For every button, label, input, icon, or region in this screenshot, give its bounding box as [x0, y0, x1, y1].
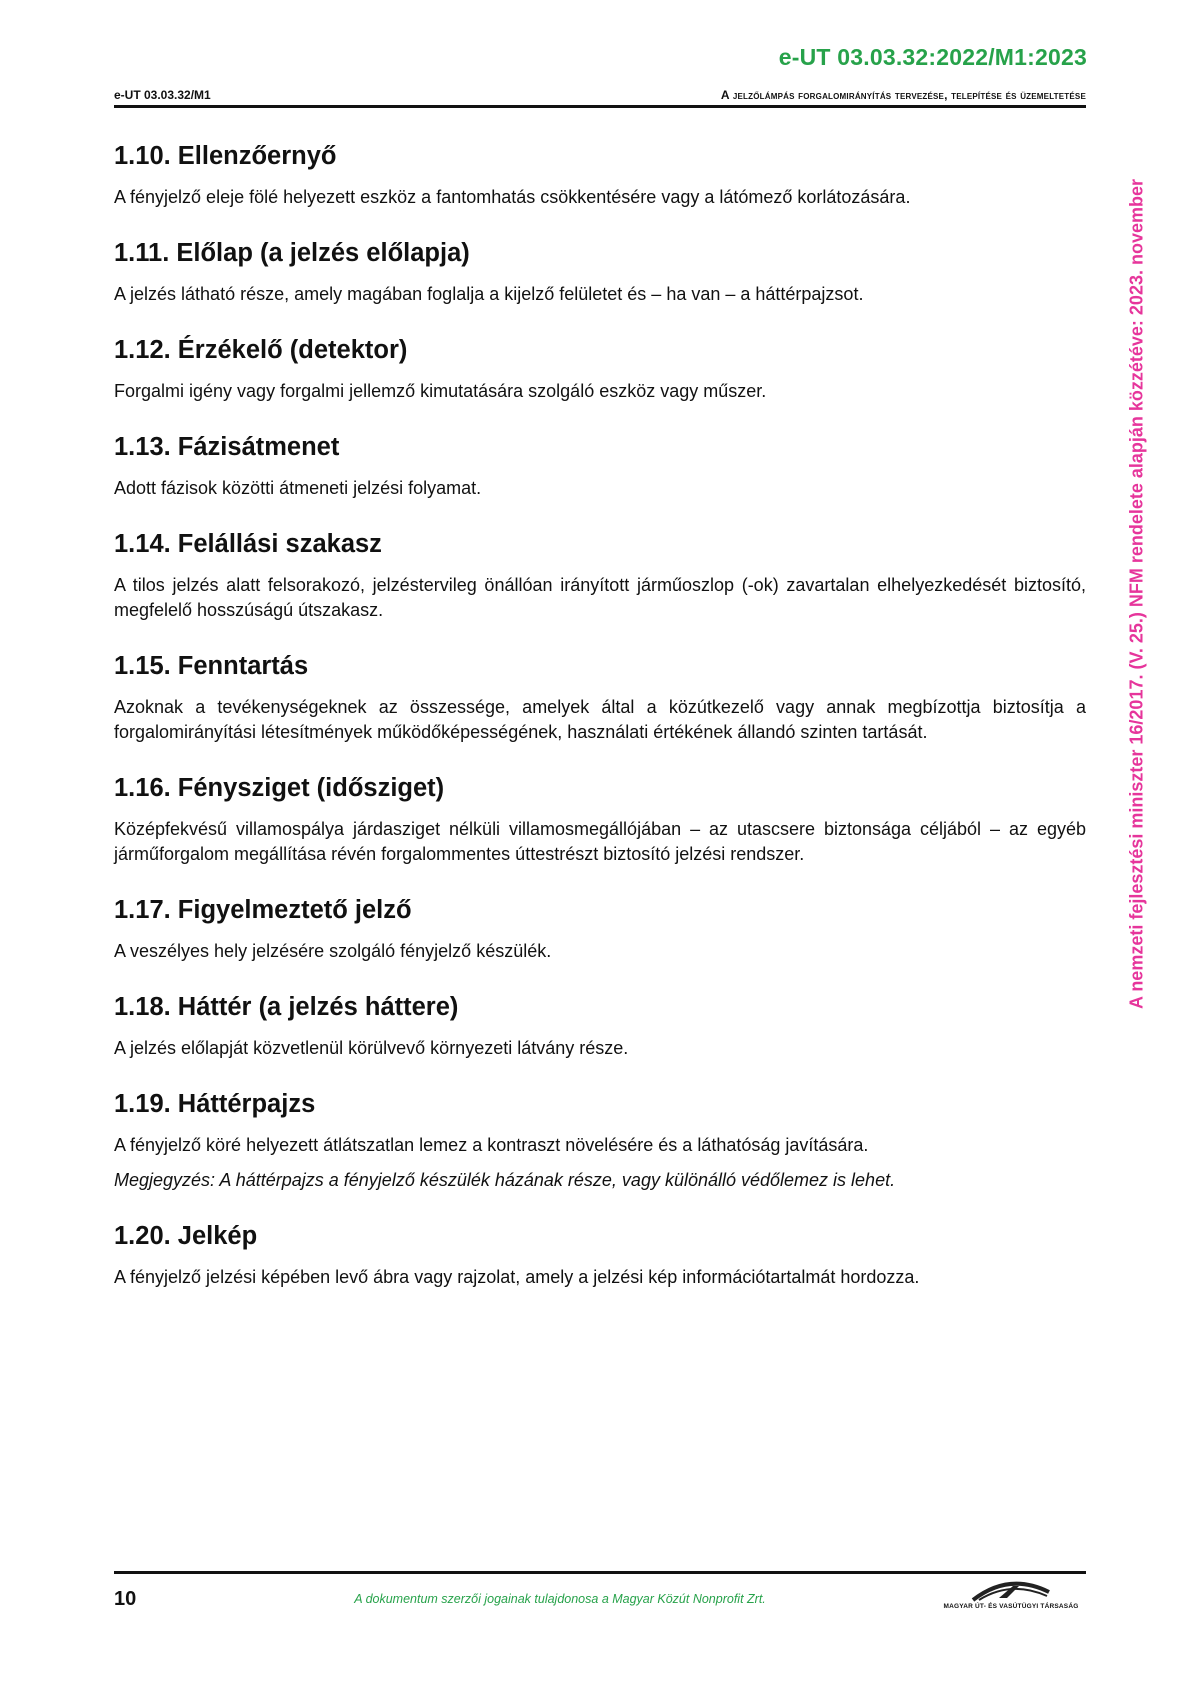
footer-rule: [114, 1571, 1086, 1574]
section-text: A tilos jelzés alatt felsorakozó, jelzéstervileg önállóan irányított járműoszlop (-ok) zavartalan elhelyezkedését biztosító, megfelelő hosszúságú útszakasz.: [114, 575, 1086, 620]
definitions-content: [114, 140, 1086, 1317]
section-heading: 1.13. Fázisátmenet: [114, 433, 340, 461]
section-heading: 1.10. Ellenzőernyő: [114, 142, 337, 170]
section-heading: 1.16. Fénysziget (idősziget): [114, 774, 445, 802]
section-heading: 1.19. Háttérpajzs: [114, 1090, 316, 1118]
section-1-18: [114, 991, 1086, 1061]
section-1-14: [114, 528, 1086, 623]
section-text: A jelzés előlapját közvetlenül körülvevő környezeti látvány része.: [114, 1038, 629, 1058]
copyright-notice: A dokumentum szerzői jogainak tulajdonosa a Magyar Közút Nonprofit Zrt.: [354, 1592, 766, 1606]
section-heading: 1.14. Felállási szakasz: [114, 530, 382, 558]
header-left-code: e-UT 03.03.32/M1: [114, 88, 211, 102]
section-heading: 1.15. Fenntartás: [114, 652, 309, 680]
section-1-13: [114, 431, 1086, 501]
society-logo: [935, 1578, 1087, 1618]
section-heading: 1.20. Jelkép: [114, 1222, 258, 1250]
section-note: Megjegyzés: A háttérpajzs a fényjelző készülék házának része, vagy különálló védőlemez is lehet.: [114, 1170, 896, 1190]
section-1-15: [114, 650, 1086, 745]
section-1-12: [114, 334, 1086, 404]
section-text: Azoknak a tevékenységeknek az összessége, amelyek által a közútkezelő vagy annak megbízottja biztosítja a forgalomirányítási létesítmények működőképességének, használati értékének állandó szinten tartását.: [114, 697, 1086, 742]
section-heading: 1.18. Háttér (a jelzés háttere): [114, 993, 459, 1021]
section-text: Középfekvésű villamospálya járdasziget nélküli villamosmegállójában – az utascsere biztonsága céljából – az egyéb járműforgalom megállítása révén forgalommentes úttestrészt biztosító jelzési rendszer.: [114, 819, 1086, 864]
header-title: A jelzőlámpás forgalomirányítás tervezése, telepítése és üzemeltetése: [720, 88, 1086, 102]
road-arc-logo-icon: [969, 1578, 1053, 1602]
section-heading: 1.12. Érzékelő (detektor): [114, 336, 408, 364]
page-number: 10: [114, 1588, 137, 1610]
logo-text: MAGYAR ÚT- ÉS VASÚTÜGYI TÁRSASÁG: [943, 1603, 1079, 1610]
section-text: A fényjelző köré helyezett átlátszatlan lemez a kontraszt növelésére és a láthatóság javítására.: [114, 1135, 869, 1155]
section-heading: 1.17. Figyelmeztető jelző: [114, 896, 412, 924]
section-text: A fényjelző eleje fölé helyezett eszköz a fantomhatás csökkentésére vagy a látómező korlátozására.: [114, 187, 911, 207]
section-1-17: [114, 894, 1086, 964]
section-text: Adott fázisok közötti átmeneti jelzési folyamat.: [114, 478, 482, 498]
section-1-11: [114, 237, 1086, 307]
section-text: A fényjelző jelzési képében levő ábra vagy rajzolat, amely a jelzési kép információtartalmát hordozza.: [114, 1267, 920, 1287]
section-text: Forgalmi igény vagy forgalmi jellemző kimutatására szolgáló eszköz vagy műszer.: [114, 381, 767, 401]
section-1-19: [114, 1088, 1086, 1193]
section-1-10: [114, 140, 1086, 210]
publication-side-note: A nemzeti fejlesztési miniszter 16/2017. (V. 25.) NFM rendelete alapján közzétéve: 2023. november: [1126, 179, 1147, 1010]
running-header: [114, 88, 1086, 108]
section-text: A veszélyes hely jelzésére szolgáló fényjelző készülék.: [114, 941, 552, 961]
section-heading: 1.11. Előlap (a jelzés előlapja): [114, 239, 470, 267]
document-code: e-UT 03.03.32:2022/M1:2023: [778, 44, 1087, 70]
section-text: A jelzés látható része, amely magában foglalja a kijelző felületet és – ha van – a háttérpajzsot.: [114, 284, 864, 304]
section-1-16: [114, 772, 1086, 867]
section-1-20: [114, 1220, 1086, 1290]
